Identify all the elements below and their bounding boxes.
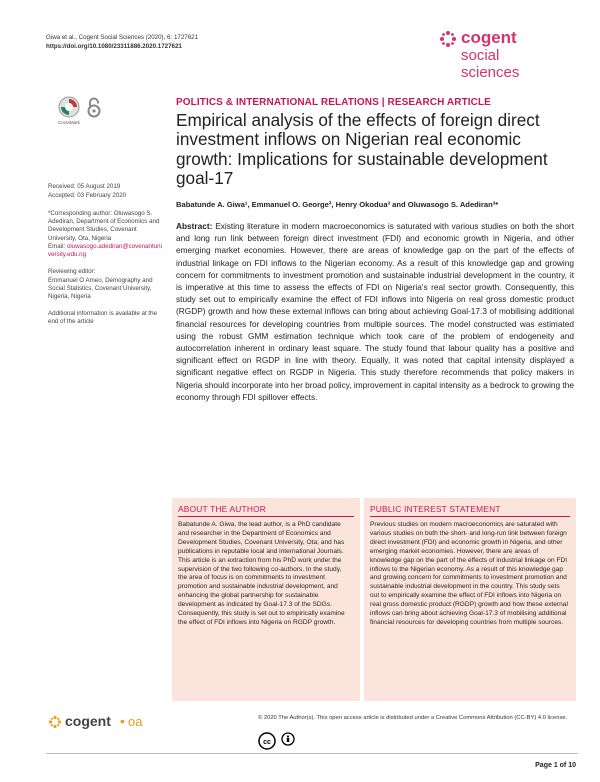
doi-link[interactable]: https://doi.org/10.1080/23311886.2020.1727621 bbox=[46, 42, 182, 50]
about-author-text: Babatunde A. Giwa, the lead author, is a PhD candidate and researcher in the Department of Economics and Development Studies, Covenant University, Ota; and has publications in reputable local and international Journals. This article is an extraction from his PhD work under the supervision of the two following co-authors. In the study, the area of focus is on commitments to investment promotion and sustainable industrial development, and enhancing the global partnership for sustainable development as indicated by Goal-17.3 of the SDGs. Consequently, this study is set out to empirically examine the effect of FDI inflows into Nigeria on RGDP growth. bbox=[178, 521, 345, 626]
abstract bbox=[176, 220, 574, 403]
publisher-name: cogent bbox=[65, 713, 111, 729]
reviewing-editor-label: Reviewing editor: bbox=[48, 268, 96, 275]
article-category: POLITICS & INTERNATIONAL RELATIONS | RESEARCH ARTICLE bbox=[176, 97, 491, 108]
public-interest-heading: PUBLIC INTEREST STATEMENT bbox=[370, 504, 501, 514]
page-number: Page 1 of 10 bbox=[535, 762, 576, 769]
about-author-heading: ABOUT THE AUTHOR bbox=[178, 504, 267, 514]
public-interest-text: Previous studies on modern macroeconomics are saturated with various studies on both the short- and long-run link between foreign direct investment (FDI) and economic growth in Nigeria, and other emerging market economies. However, there are areas of knowledge gap on the part of the effects of industrial linkage on FDI inflows to the Nigerian economy. As a result of this knowledge gap and growing concern for commitments to investment promotion and sustainable industrial development in the country. This study sets out to empirically examine the effect of FDI inflows into Nigeria on real gross domestic product (RGDP) growth and how these external inflows can bring about achieving Goal-17.3 of mobilising additional financial resources for developing countries from multiple sources. bbox=[370, 521, 568, 626]
public-interest-box bbox=[364, 498, 576, 701]
about-author-box bbox=[172, 498, 360, 701]
email-link[interactable]: oluwasogo.adediran@covenantuniversity.edu.ng bbox=[48, 243, 162, 259]
received-date: Received: 05 August 2019 bbox=[48, 183, 121, 190]
logo-word-sciences: sciences bbox=[461, 64, 520, 81]
abstract-label: Abstract: bbox=[176, 221, 213, 231]
citation-block bbox=[46, 34, 198, 51]
publisher-suffix: oa bbox=[128, 714, 143, 729]
divider bbox=[178, 516, 354, 517]
crossmark-label: CrossMark bbox=[58, 120, 80, 125]
accepted-date: Accepted: 03 February 2020 bbox=[48, 192, 127, 199]
open-access-icon bbox=[86, 97, 102, 119]
article-title: Empirical analysis of the effects of foreign direct investment inflows on Nigerian real economic growth: Implications for sustainable development goal-17 bbox=[176, 110, 548, 189]
cogent-dots-icon bbox=[48, 715, 62, 729]
footer-divider bbox=[46, 753, 578, 754]
cogent-oa-logo bbox=[48, 712, 168, 732]
citation-line: Giwa et al., Cogent Social Sciences (2020), 6: 1727621 bbox=[46, 34, 199, 41]
license-text: © 2020 The Author(s). This open access article is distributed under a Creative Commons Attribution (CC-BY) 4.0 license. bbox=[258, 715, 568, 721]
crossmark-icon[interactable] bbox=[58, 96, 80, 118]
svg-text:cc: cc bbox=[263, 739, 271, 746]
additional-info: Additional information is available at the end of the article bbox=[48, 310, 158, 326]
publisher-dot: • bbox=[120, 713, 125, 729]
author-list: Babatunde A. Giwa¹, Emmanuel O. George², Henry Okodua³ and Oluwasogo S. Adediran³* bbox=[176, 200, 499, 209]
logo-word-cogent: cogent bbox=[461, 28, 517, 47]
creative-commons-icon bbox=[258, 732, 300, 750]
logo-word-social: social bbox=[461, 47, 500, 64]
corresponding-author: *Corresponding author: Oluwasogo S. Adediran, Department of Economics and Development Studies, Covenant University, Ota, Nigeria bbox=[48, 210, 160, 242]
abstract-text: Existing literature in modern macroeconomics is saturated with various studies on both the short and long run link between foreign direct investment (FDI) and economic growth in Nigeria, and other emerging market economies. However, there are areas of knowledge gap on the part of the effects of industrial linkage on FDI inflows to the Nigerian economy. As a result of this knowledge gap and growing concern for commitments to investment promotion and sustainable industrial development in the country, it is imperative at this time to assess the effects of FDI on Nigeria's real sector growth. Consequently, this study set out to empirically examine the effect of FDI inflows into Nigeria on real gross domestic product (RGDP) growth and how these external inflows can bring about achieving Goal-17.3 of mobilising additional financial resources for developing countries from multiple sources. The model constructed was estimated using the robust GMM estimation technique which took care of the problem of endogeneity and autocorrelation inherent in ordinary least square. The study found that labour quality has a positive and significant effect on RGDP in line with theory. Equally, it was noted that capital intensity displayed a significant negative effect on RGDP in Nigeria. This study therefore recommends that policy makers in Nigeria should incorporate into her broad policy, improvement in capital intensity as a bedrock to growing the economy through FDI spillover effects. bbox=[176, 221, 575, 402]
cogent-dots-icon bbox=[439, 30, 457, 48]
journal-logo bbox=[439, 28, 579, 88]
reviewing-editor: Emmanuel O Ameo, Demography and Social Statistics, Covenant University, Nigeria, Nigeria bbox=[48, 277, 153, 301]
divider bbox=[370, 516, 570, 517]
email-label: Email: bbox=[48, 243, 66, 250]
email-block bbox=[48, 243, 164, 259]
